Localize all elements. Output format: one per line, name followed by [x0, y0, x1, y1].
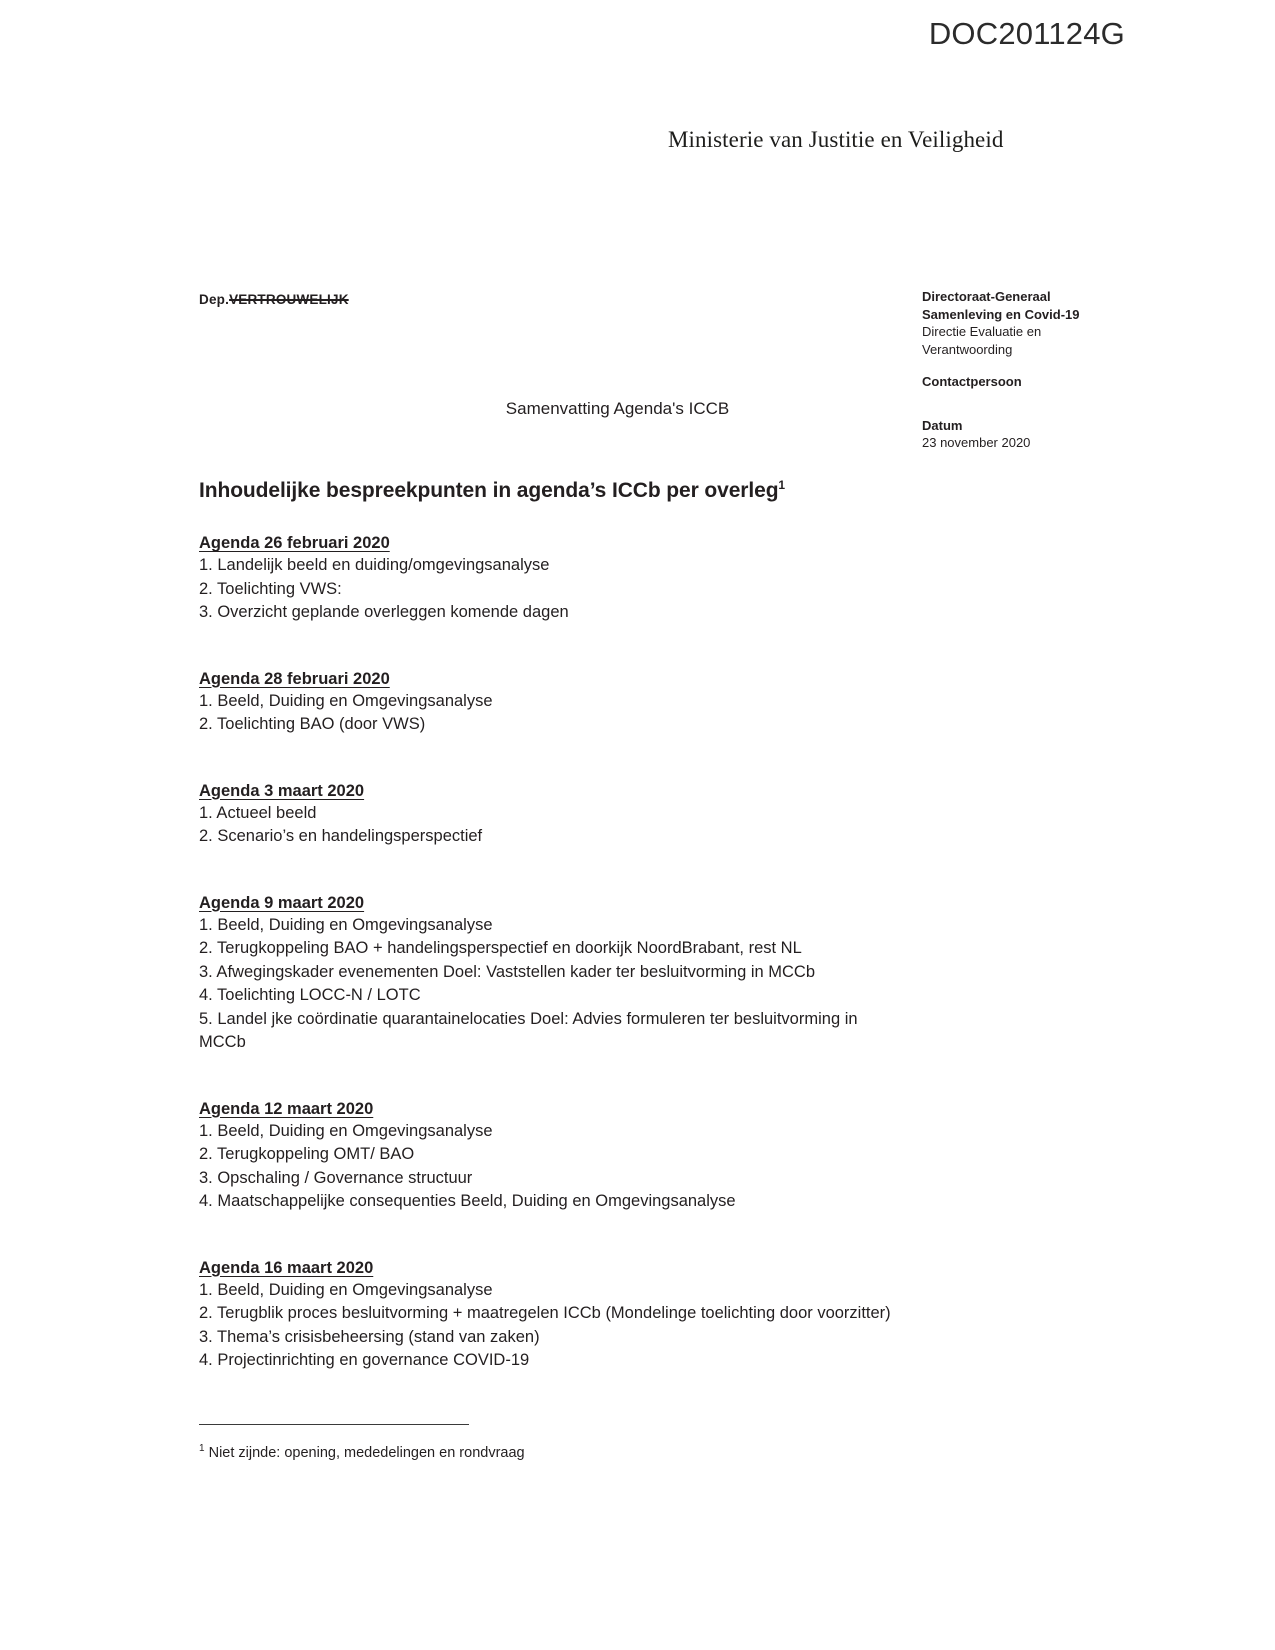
agenda-items: [199, 1279, 891, 1373]
agenda-item: 4. Projectinrichting en governance COVID-19: [199, 1351, 530, 1369]
agenda-heading: Agenda 12 maart 2020: [199, 1099, 374, 1118]
classification-stamp: [199, 292, 349, 307]
document-subtitle: Samenvatting Agenda's ICCB: [505, 399, 730, 418]
agenda-item: 1. Landelijk beeld en duiding/omgevingsanalyse: [199, 556, 550, 574]
agenda-item: 1. Beeld, Duiding en Omgevingsanalyse: [199, 915, 493, 934]
document-id: DOC201124G: [928, 16, 1125, 51]
agenda-items: [199, 914, 891, 1055]
classification-level: VERTROUWELIJK: [229, 292, 349, 307]
agenda-item: 3. Opschaling / Governance structuur: [199, 1168, 473, 1187]
footnote: [199, 1444, 891, 1463]
agenda-list: [199, 534, 891, 1373]
agenda-section: [199, 894, 891, 1055]
agenda-heading: Agenda 26 februari 2020: [199, 534, 390, 552]
agenda-heading: Agenda 28 februari 2020: [199, 669, 390, 688]
page-title: [199, 478, 891, 504]
agenda-item: 1. Beeld, Duiding en Omgevingsanalyse: [199, 1280, 493, 1299]
agenda-item: 4. Toelichting LOCC-N / LOTC: [199, 986, 421, 1004]
meta-spacer-1: [922, 358, 1162, 373]
division-line-1: Directie Evaluatie en: [922, 324, 1042, 339]
date-block: [922, 417, 1162, 452]
agenda-item: 1. Beeld, Duiding en Omgevingsanalyse: [199, 691, 493, 710]
agenda-item: 2. Terugkoppeling BAO + handelingsperspectief en doorkijk NoordBrabant, rest NL: [199, 939, 802, 957]
agenda-heading: Agenda 3 maart 2020: [199, 781, 365, 800]
classification-prefix: Dep.: [199, 292, 230, 307]
contact-block: [922, 373, 1162, 391]
agenda-items: [199, 802, 891, 849]
footnote-separator: [199, 1424, 469, 1425]
footnote-text: Niet zijnde: opening, mededelingen en rondvraag: [204, 1445, 525, 1461]
page-title-footnote-marker: 1: [778, 478, 785, 492]
agenda-item: 1. Beeld, Duiding en Omgevingsanalyse: [199, 1121, 493, 1140]
agenda-item: 3. Thema’s crisisbeheersing (stand van zaken): [199, 1327, 540, 1346]
page-title-text: Inhoudelijke bespreekpunten in agenda’s ICCb per overleg: [199, 479, 779, 502]
agenda-item: 2. Scenario’s en handelingsperspectief: [199, 827, 483, 845]
agenda-item: 1. Actueel beeld: [199, 803, 317, 822]
agenda-items: [199, 690, 891, 737]
agenda-section: [199, 1259, 891, 1373]
agenda-item: 2. Terugblik proces besluitvorming + maatregelen ICCb (Mondelinge toelichting door voorzitter): [199, 1304, 891, 1322]
agenda-section: [199, 670, 891, 737]
directorate-line-1: Directoraat-Generaal: [922, 289, 1051, 304]
division-line-2: Verantwoording: [922, 341, 1013, 357]
agenda-item: 3. Afwegingskader evenementen Doel: Vaststellen kader ter besluitvorming in MCCb: [199, 962, 816, 981]
ministry-wordmark: Ministerie van Justitie en Veiligheid: [668, 127, 1004, 152]
directorate-block: [922, 288, 1162, 358]
document-body: [199, 478, 891, 1373]
agenda-heading: Agenda 16 maart 2020: [199, 1258, 374, 1277]
agenda-section: [199, 534, 891, 625]
agenda-item: 3. Overzicht geplande overleggen komende dagen: [199, 603, 569, 621]
footnote-area: [199, 1424, 891, 1463]
agenda-item: 2. Toelichting VWS:: [199, 579, 342, 598]
agenda-section: [199, 1100, 891, 1214]
agenda-item: 2. Terugkoppeling OMT/ BAO: [199, 1145, 415, 1163]
date-value: 23 november 2020: [922, 435, 1031, 450]
agenda-item: 5. Landel jke coördinatie quarantainelocaties Doel: Advies formuleren ter besluitvorming in MCCb: [199, 1009, 858, 1051]
agenda-items: [199, 554, 891, 625]
agenda-item: 2. Toelichting BAO (door VWS): [199, 715, 426, 733]
footnote-marker: 1: [199, 1443, 205, 1455]
directorate-line-2: Samenleving en Covid-19: [922, 306, 1080, 322]
agenda-section: [199, 782, 891, 849]
contact-label: Contactpersoon: [922, 374, 1022, 389]
letterhead-meta: [922, 288, 1162, 452]
agenda-item: 4. Maatschappelijke consequenties Beeld, Duiding en Omgevingsanalyse: [199, 1192, 736, 1210]
agenda-items: [199, 1120, 891, 1214]
date-label: Datum: [922, 417, 963, 433]
agenda-heading: Agenda 9 maart 2020: [199, 893, 365, 912]
